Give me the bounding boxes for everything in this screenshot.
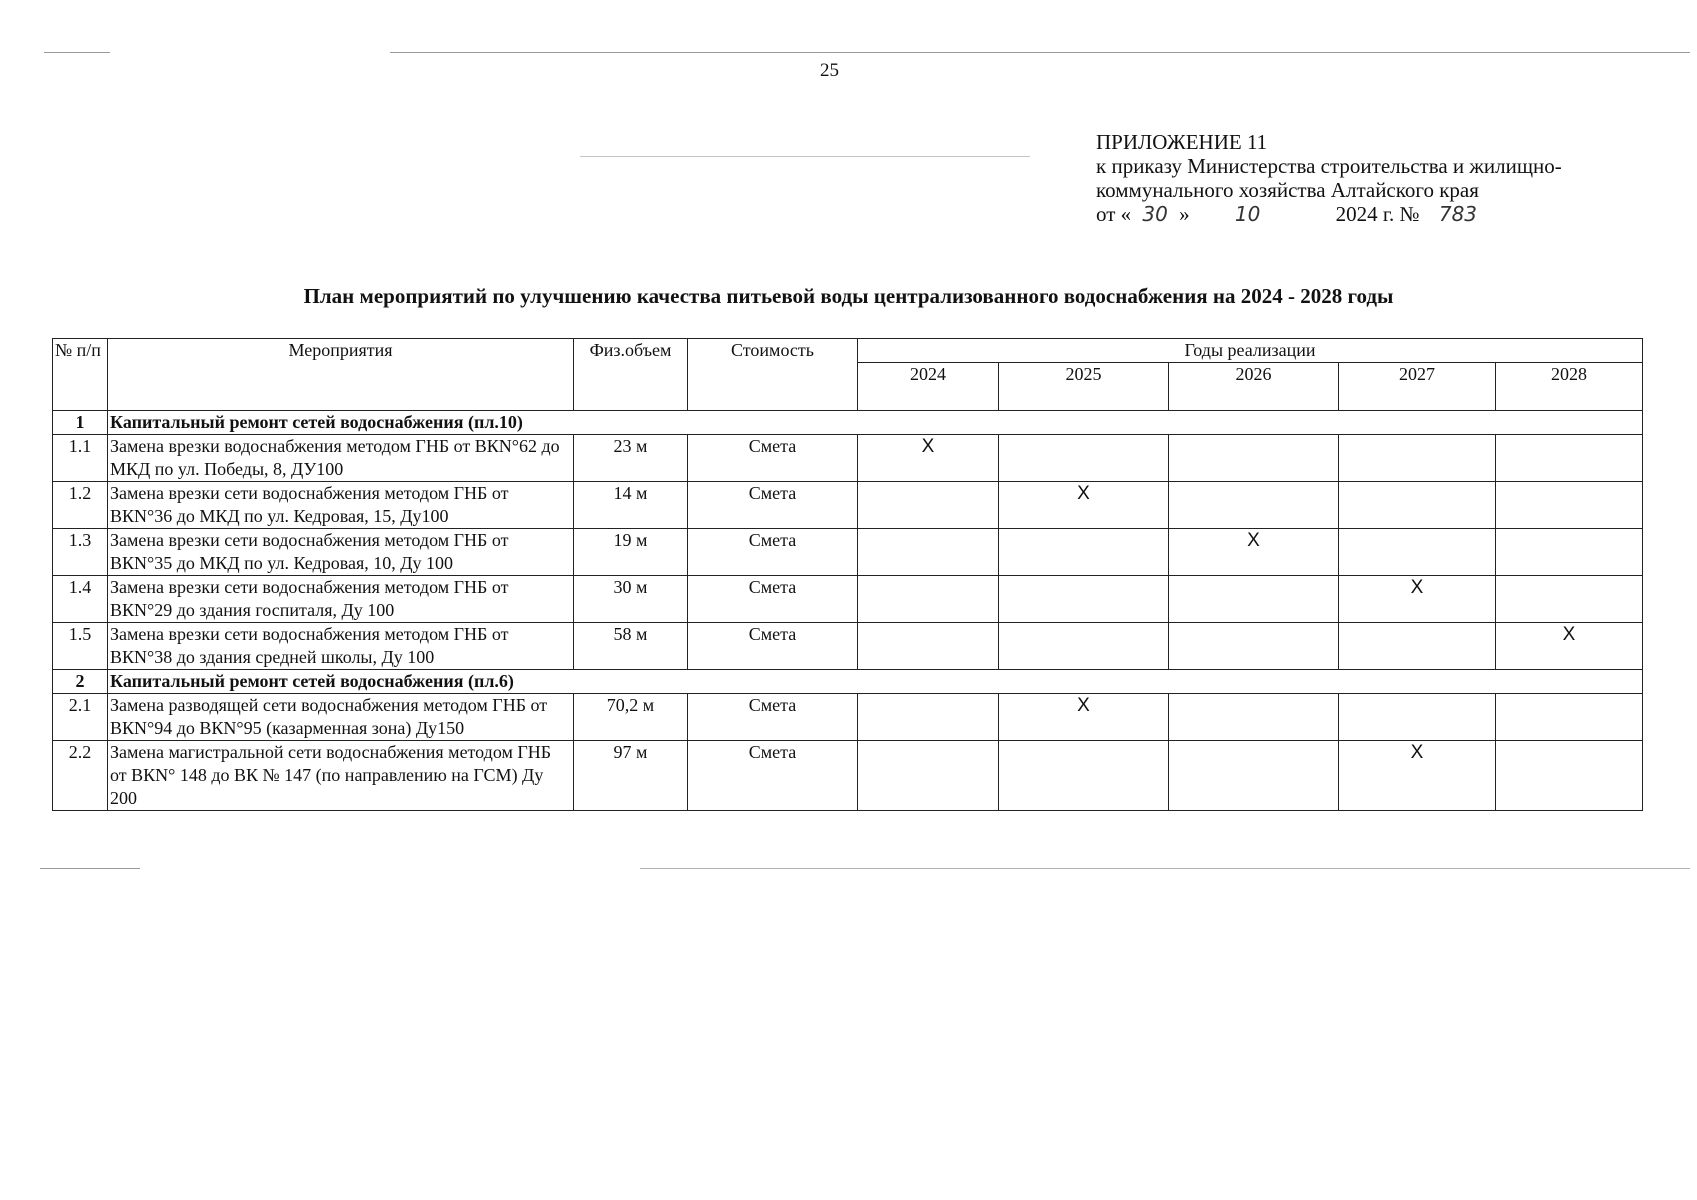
year-cell-2025 <box>999 435 1169 482</box>
row-cost: Смета <box>688 741 858 811</box>
year-cell-2024 <box>858 529 999 576</box>
year-cell-2028 <box>1496 741 1643 811</box>
row-number: 1.2 <box>53 482 108 529</box>
row-measure: Замена разводящей сети водоснабжения методом ГНБ от ВКN°94 до ВКN°95 (казарменная зона) Ду150 <box>108 694 574 741</box>
implementation-mark: X <box>1410 742 1424 763</box>
year-cell-2024 <box>858 623 999 670</box>
row-number: 1.5 <box>53 623 108 670</box>
appendix-line-2: коммунального хозяйства Алтайского края <box>1096 178 1479 202</box>
document-title: План мероприятий по улучшению качества питьевой воды централизованного водоснабжения на 2024 - 2028 годы <box>303 284 1394 308</box>
year-cell-2028 <box>1496 623 1643 670</box>
table-row <box>53 482 1643 529</box>
row-volume: 97 м <box>574 741 688 811</box>
row-measure: Замена врезки сети водоснабжения методом ГНБ от ВКN°38 до здания средней школы, Ду 100 <box>108 623 574 670</box>
appendix-header <box>1096 130 1562 226</box>
row-volume: 23 м <box>574 435 688 482</box>
year-cell-2026 <box>1169 482 1339 529</box>
implementation-mark: X <box>1077 695 1090 716</box>
year-cell-2026 <box>1169 435 1339 482</box>
header-cost: Стоимость <box>688 339 858 411</box>
year-cell-2024 <box>858 741 999 811</box>
year-cell-2027 <box>1339 435 1496 482</box>
table-row <box>53 623 1643 670</box>
year-cell-2026 <box>1169 694 1339 741</box>
row-measure: Замена врезки сети водоснабжения методом ГНБ от ВКN°35 до МКД по ул. Кедровая, 10, Ду 100 <box>108 529 574 576</box>
table-row <box>53 529 1643 576</box>
year-cell-2025 <box>999 694 1169 741</box>
scan-line-mid <box>580 156 1030 157</box>
row-volume: 30 м <box>574 576 688 623</box>
header-year-2026: 2026 <box>1169 363 1339 411</box>
section-row <box>53 411 1643 435</box>
year-text: 2024 г. № <box>1335 202 1420 226</box>
year-cell-2028 <box>1496 482 1643 529</box>
year-cell-2028 <box>1496 529 1643 576</box>
row-cost: Смета <box>688 529 858 576</box>
year-cell-2028 <box>1496 435 1643 482</box>
header-year-2025: 2025 <box>999 363 1169 411</box>
row-cost: Смета <box>688 623 858 670</box>
row-cost: Смета <box>688 576 858 623</box>
section-number: 1 <box>53 411 108 435</box>
section-row <box>53 670 1643 694</box>
header-name: Мероприятия <box>108 339 574 411</box>
year-cell-2027 <box>1339 694 1496 741</box>
table-row <box>53 576 1643 623</box>
year-cell-2027 <box>1339 529 1496 576</box>
row-volume: 58 м <box>574 623 688 670</box>
year-cell-2025 <box>999 529 1169 576</box>
row-volume: 70,2 м <box>574 694 688 741</box>
row-number: 2.2 <box>53 741 108 811</box>
header-year-2027: 2027 <box>1339 363 1496 411</box>
header-year-2028: 2028 <box>1496 363 1643 411</box>
date-prefix: от « <box>1096 202 1132 226</box>
header-num: № п/п <box>53 339 108 411</box>
handwritten-order-number: 783 <box>1438 202 1478 226</box>
year-cell-2026 <box>1169 576 1339 623</box>
row-measure: Замена магистральной сети водоснабжения методом ГНБ от ВКN° 148 до ВК № 147 (по направлению на ГСМ) Ду 200 <box>108 741 574 811</box>
year-cell-2026 <box>1169 623 1339 670</box>
implementation-mark: X <box>1562 624 1576 645</box>
scan-line-bottom <box>40 868 140 869</box>
page-number: 25 <box>820 60 839 81</box>
scan-line-top-left <box>44 52 110 53</box>
row-number: 1.3 <box>53 529 108 576</box>
scan-line-top <box>390 52 1690 53</box>
section-number: 2 <box>53 670 108 694</box>
section-title: Капитальный ремонт сетей водоснабжения (пл.10) <box>108 411 1643 435</box>
table-row <box>53 741 1643 811</box>
year-cell-2024 <box>858 482 999 529</box>
year-cell-2024 <box>858 576 999 623</box>
section-title: Капитальный ремонт сетей водоснабжения (пл.6) <box>108 670 1643 694</box>
scan-line-bottom-right <box>640 868 1690 869</box>
row-measure: Замена врезки сети водоснабжения методом ГНБ от ВКN°36 до МКД по ул. Кедровая, 15, Ду100 <box>108 482 574 529</box>
handwritten-month: 10 <box>1234 202 1261 226</box>
year-cell-2027 <box>1339 576 1496 623</box>
appendix-date-line <box>1096 202 1562 226</box>
year-cell-2025 <box>999 741 1169 811</box>
implementation-mark: X <box>1077 483 1090 504</box>
year-cell-2025 <box>999 482 1169 529</box>
date-mid: » <box>1179 202 1190 226</box>
row-cost: Смета <box>688 482 858 529</box>
header-years-group: Годы реализации <box>858 339 1643 363</box>
year-cell-2028 <box>1496 694 1643 741</box>
year-cell-2027 <box>1339 482 1496 529</box>
year-cell-2024 <box>858 435 999 482</box>
row-cost: Смета <box>688 435 858 482</box>
table-row <box>53 435 1643 482</box>
row-number: 2.1 <box>53 694 108 741</box>
appendix-title: ПРИЛОЖЕНИЕ 11 <box>1096 130 1268 154</box>
header-year-2024: 2024 <box>858 363 999 411</box>
implementation-mark: X <box>921 436 935 457</box>
plan-table <box>52 338 1643 811</box>
row-cost: Смета <box>688 694 858 741</box>
year-cell-2025 <box>999 623 1169 670</box>
row-number: 1.1 <box>53 435 108 482</box>
implementation-mark: X <box>1410 577 1424 598</box>
row-volume: 19 м <box>574 529 688 576</box>
year-cell-2026 <box>1169 741 1339 811</box>
row-number: 1.4 <box>53 576 108 623</box>
year-cell-2027 <box>1339 741 1496 811</box>
implementation-mark: X <box>1247 530 1260 551</box>
year-cell-2024 <box>858 694 999 741</box>
appendix-line-1: к приказу Министерства строительства и жилищно- <box>1096 154 1562 178</box>
year-cell-2025 <box>999 576 1169 623</box>
year-cell-2028 <box>1496 576 1643 623</box>
row-measure: Замена врезки водоснабжения методом ГНБ от ВКN°62 до МКД по ул. Победы, 8, ДУ100 <box>108 435 574 482</box>
handwritten-day: 30 <box>1142 202 1168 226</box>
year-cell-2027 <box>1339 623 1496 670</box>
table-row <box>53 694 1643 741</box>
year-cell-2026 <box>1169 529 1339 576</box>
header-volume: Физ.объем <box>574 339 688 411</box>
row-measure: Замена врезки сети водоснабжения методом ГНБ от ВКN°29 до здания госпиталя, Ду 100 <box>108 576 574 623</box>
row-volume: 14 м <box>574 482 688 529</box>
